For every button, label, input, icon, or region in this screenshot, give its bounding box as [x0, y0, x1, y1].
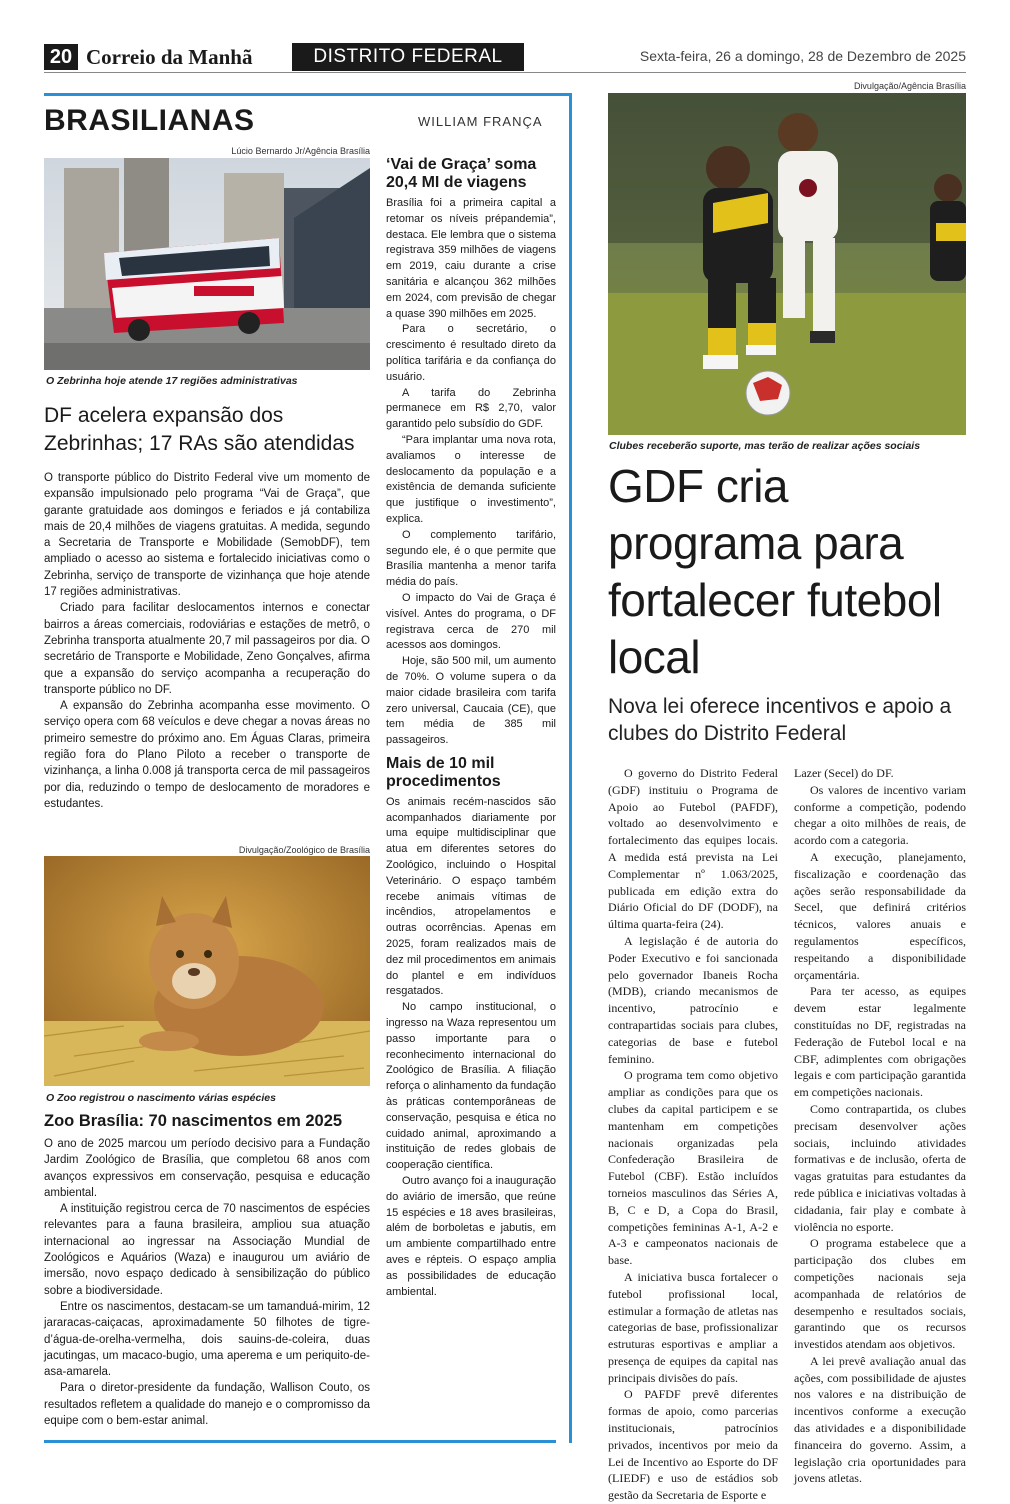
main-column-1: [608, 765, 778, 1504]
bus-photo-caption: O Zebrinha hoje atende 17 regiões administrativas: [46, 375, 298, 387]
main-column-2: [794, 765, 966, 1487]
procedures-subhead: Mais de 10 mil procedimentos: [386, 754, 501, 790]
column-vertical-rule: [569, 93, 572, 1443]
main-headline: GDF cria programa para fortalecer futebol local: [608, 460, 942, 683]
football-photo-credit: Divulgação/Agência Brasília: [853, 81, 966, 91]
main-paragraph: O programa estabelece que a participação dos clubes em competições nacionais seja acompanhada de relatórios de desempenho e resultados sociais, garantindo que os recursos investidos atendam aos objetivos.: [794, 1236, 966, 1352]
football-photo: [608, 93, 966, 435]
header-divider: [44, 72, 966, 73]
main-paragraph: A legislação é de autoria do Poder Executivo e foi sancionada pelo governador Ibaneis Rocha (MDB), criando mecanismos de incentivo, patrocínio e contrapartidas sociais para clubes, categorias de base e futebol feminino.: [608, 933, 778, 1066]
football-photo-caption: Clubes receberão suporte, mas terão de realizar ações sociais: [609, 440, 921, 452]
main-paragraph: A iniciativa busca fortalecer o futebol profissional local, estimular a formação de atletas nas categorias de base, profissionalizar estruturas esportivas e ampliar a presença de equipes da capital nas principais divisões do país.: [608, 1269, 778, 1385]
bus-body: [44, 470, 370, 812]
bus-paragraph: Criado para facilitar deslocamentos internos e conectar bairros a áreas comerciais, rodoviárias e estações de metrô, o Zebrinha transporta atualmente 20,7 mil passageiros por dia. O secretário de Transporte e Mobilidade, Zeno Gonçalves, afirma que a expansão do serviço acompanha a recuperação do transporte público no DF.: [44, 602, 370, 696]
procedures-body: [386, 795, 556, 1301]
zoo-headline: Zoo Brasília: 70 nascimentos em 2025: [44, 1112, 343, 1130]
bus-paragraph: A expansão do Zebrinha acompanha esse movimento. O serviço opera com 68 veículos e deve chegar a novas áreas no primeiro semestre do próximo ano. Em Águas Claras, primeira região fora do Plano Piloto a receber o transporte de vizinhança, a linha 0.008 já transporta cerca de mil passageiros por dia, reduzindo o tempo de deslocamento de moradores e estudantes.: [44, 700, 370, 810]
vai-de-graca-headline: ‘Vai de Graça’ soma 20,4 MI de viagens: [386, 156, 537, 191]
bus-paragraph: O transporte público do Distrito Federal vive um momento de expansão impulsionado pelo programa “Vai de Graça”, que garante gratuidade aos domingos e feriados e já contabiliza mais de 20,4 milhões de viagens gratuitas. A medida, segundo a Secretaria de Transporte e Mobilidade (SemobDF), tem ampliado o acesso ao sistema e fortalecido iniciativas como o Zebrinha, serviço de transporte de vizinhança que hoje atende 17 regiões administrativas.: [44, 472, 370, 599]
vai-paragraph: O complemento tarifário, segundo ele, é o que permite que Brasília mantenha a menor tarifa média do país.: [386, 528, 556, 589]
main-paragraph: A lei prevê avaliação anual das ações, com possibilidade de ajustes nos valores e na distribuição de incentivos conforme a execução das atividades e a disponibilidade financeira do governo. Assim, a legislação cria oportunidades para jovens atletas.: [794, 1353, 966, 1486]
main-paragraph: Os valores de incentivo variam conforme a competição, podendo chegar a oito milhões de reais, de acordo com a categoria.: [794, 782, 966, 848]
column-title: BRASILIANAS: [44, 104, 255, 137]
column-bottom-rule: [44, 1440, 556, 1443]
main-paragraph: O programa tem como objetivo ampliar as condições para que os clubes da capital participem e se mantenham em competições nacionais organizadas pela Confederação Brasileira de Futebol (CBF). Estão incluídos torneios masculinos das Séries A, B, C e D, a Copa do Brasil, competições femininas A-1, A-2 e A-3 e campeonatos nacionais de base.: [608, 1068, 778, 1268]
bus-photo-credit: Lúcio Bernardo Jr/Agência Brasília: [231, 146, 370, 156]
zoo-paragraph: Entre os nascimentos, destacam-se um tamanduá-mirim, 12 jararacas-caiçacas, aproximadamente 50 filhotes de tigre-d’água-de-orelha-vermelha, dois sauins-de-coleira, duas jacutingas, um macaco-bugio, uma aperema e um periquito-de-asa-amarela.: [44, 1300, 370, 1379]
bus-photo: [44, 158, 370, 370]
puma-photo: [44, 856, 370, 1086]
main-paragraph: Para ter acesso, as equipes devem estar legalmente constituídas no DF, registradas na Federação de Futebol local e na CBF, adimplentes com obrigações legais e com participação garantida em competições nacionais.: [794, 984, 966, 1100]
column-author: WILLIAM FRANÇA: [418, 114, 543, 129]
main-paragraph: O PAFDF prevê diferentes formas de apoio, como parcerias institucionais, patrocínios privados, incentivos por meio da Lei de Incentivo ao Esporte do DF (LIEDF) e uso de estádios sob gestão da Secretaria de Esporte e: [608, 1387, 778, 1503]
zoo-paragraph: Para o diretor-presidente da fundação, Wallison Couto, os resultados refletem a qualidade do manejo e o compromisso da equipe com o bem-estar animal.: [44, 1382, 370, 1428]
newspaper-logo: Correio da Manhã: [86, 45, 253, 69]
main-paragraph: Lazer (Secel) do DF.: [794, 766, 894, 780]
procedures-paragraph: Outro avanço foi a inauguração do aviário de imersão, que reúne 15 espécies e 18 aves brasileiras, além de borboletas e jabutis, em um ambiente compartilhado entre aves e répteis. O espaço amplia as possibilidades de educação ambiental.: [386, 1175, 556, 1298]
vai-paragraph: “Para implantar uma nova rota, avaliamos o interesse de deslocamento da população e a existência de demanda suficiente que justifique o investimento”, explica.: [386, 433, 556, 525]
main-paragraph: O governo do Distrito Federal (GDF) instituiu o Programa de Apoio ao Futebol (PAFDF), voltado ao desenvolvimento e fortalecimento das equipes locais. A medida está prevista na Lei Complementar nº 1.063/2025, publicada em edição extra do Diário Oficial do DF (DODF), na última quarta-feira (24).: [608, 766, 778, 932]
zoo-photo-credit: Divulgação/Zoológico de Brasília: [238, 845, 370, 855]
page-number: 20: [44, 44, 78, 70]
vai-de-graca-column: [386, 156, 556, 1300]
main-paragraph: Como contrapartida, os clubes precisam desenvolver ações sociais, incluindo atividades formativas e de inclusão, oferta de vagas gratuitas para estudantes da rede pública e iniciativas voltadas à cidadania, fair play e combate à violência no esporte.: [794, 1101, 966, 1234]
vai-paragraph: O impacto do Vai de Graça é visível. Antes do programa, o DF registrava cerca de 270 mil acessos aos domingos.: [386, 591, 556, 652]
main-paragraph: A execução, planejamento, fiscalização e coordenação das ações serão responsabilidade da Secel, que definirá critérios técnicos, valores anuais e regulamentos específicos, respeitando a disponibilidade orçamentária.: [794, 849, 966, 982]
vai-paragraph: A tarifa do Zebrinha permanece em R$ 2,70, valor garantido pelo subsídio do GDF.: [386, 386, 556, 431]
procedures-paragraph: No campo institucional, o ingresso na Waza representou um passo importante para o reconhecimento internacional do Zoológico de Brasília. A filiação reforça o alinhamento da fundação às práticas contemporâneas de conservação, pesquisa e ética no cuidado animal, aproximando a instituição de redes globais de cooperação científica.: [386, 1001, 557, 1172]
zoo-paragraph: A instituição registrou cerca de 70 nascimentos de espécies relevantes para a fauna brasileira, ampliou sua atuação internacional ao ingressar na Associação Mundial de Zoológicos e Aquários (Waza) e inaugurou um aviário de imersão, novo espaço dedicado à sensibilização do público sobre a biodiversidade.: [44, 1203, 370, 1297]
procedures-paragraph: Os animais recém-nascidos são acompanhados diariamente por uma equipe multidisciplinar que atua em diferentes setores do Zoológico, incluindo o Hospital Veterinário. O espaço também recebe animais vítimas de incêndios, atropelamentos e outras ocorrências. Apenas em 2025, foram realizados mais de dez mil procedimentos em animais do plantel e em indivíduos resgatados.: [386, 795, 556, 998]
section-label: DISTRITO FEDERAL: [292, 43, 524, 71]
bus-headline: DF acelera expansão dos Zebrinhas; 17 RAs são atendidas: [44, 404, 355, 455]
vai-paragraph: Hoje, são 500 mil, um aumento de 70%. O volume supera o da maior cidade brasileira com tarifa zero universal, Caucaia (CE), que tem média de 385 mil passageiros.: [386, 655, 556, 747]
zoo-body: [44, 1136, 370, 1429]
vai-paragraph: Brasília foi a primeira capital a retomar os níveis prépandemia”, destaca. Ele lembra que o sistema registrava 359 milhões de viagens em 2019, caiu durante a crise sanitária e alcançou 362 milhões em 2024, com previsão de chegar a quase 390 milhões em 2025.: [386, 197, 556, 320]
zoo-photo-caption: O Zoo registrou o nascimento várias espécies: [46, 1092, 276, 1104]
main-deck: Nova lei oferece incentivos e apoio a clubes do Distrito Federal: [608, 695, 952, 745]
column-top-rule: [44, 93, 572, 96]
vai-paragraph: Para o secretário, o crescimento é resultado direto da política tarifária e da confiança do usuário.: [386, 323, 556, 383]
vai-de-graca-body: [386, 196, 556, 749]
issue-date: Sexta-feira, 26 a domingo, 28 de Dezembro de 2025: [639, 48, 966, 64]
zoo-paragraph: O ano de 2025 marcou um período decisivo para a Fundação Jardim Zoológico de Brasília, que completou 68 anos com avanços expressivos em conservação, pesquisa e educação ambiental.: [44, 1138, 370, 1199]
